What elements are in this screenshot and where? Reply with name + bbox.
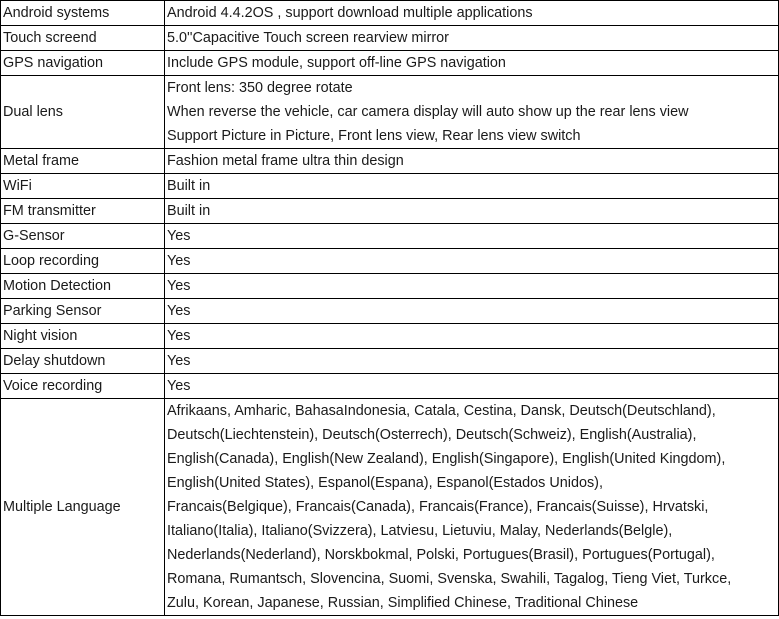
spec-row [1,299,779,324]
spec-label: G-Sensor [1,224,165,249]
spec-value-line: Include GPS module, support off-line GPS navigation [167,55,506,71]
spec-value-line: Support Picture in Picture, Front lens view, Rear lens view switch [167,128,581,144]
spec-value [165,274,779,299]
spec-label: Touch screend [1,26,165,51]
spec-label: Delay shutdown [1,349,165,374]
spec-row [1,26,779,51]
spec-value-line: Yes [167,328,191,344]
spec-value [165,199,779,224]
spec-row [1,324,779,349]
spec-value-line: Zulu, Korean, Japanese, Russian, Simplified Chinese, Traditional Chinese [167,595,639,611]
spec-label: GPS navigation [1,51,165,76]
spec-value-line: Yes [167,253,191,269]
spec-value-line: Francais(Belgique), Francais(Canada), Francais(France), Francais(Suisse), Hrvatski, [167,499,709,515]
spec-value-line: Yes [167,378,191,394]
spec-value-line: English(United States), Espanol(Espana), Espanol(Estados Unidos), [167,475,603,491]
spec-row [1,76,779,149]
spec-label: Loop recording [1,249,165,274]
spec-label: Motion Detection [1,274,165,299]
spec-label: FM transmitter [1,199,165,224]
spec-value [165,51,779,76]
spec-row [1,1,779,26]
spec-label: Night vision [1,324,165,349]
spec-value-line: Android 4.4.2OS , support download multiple applications [167,5,533,21]
spec-value [165,324,779,349]
spec-label: WiFi [1,174,165,199]
spec-value [165,374,779,399]
spec-row [1,149,779,174]
spec-value [165,224,779,249]
spec-value-line: Afrikaans, Amharic, BahasaIndonesia, Catala, Cestina, Dansk, Deutsch(Deutschland), [167,403,716,419]
spec-row [1,274,779,299]
spec-row [1,224,779,249]
spec-value-line: Front lens: 350 degree rotate [167,80,353,96]
spec-row [1,174,779,199]
spec-value [165,249,779,274]
spec-value [165,76,779,149]
spec-row [1,51,779,76]
spec-value-line: English(Canada), English(New Zealand), English(Singapore), English(United Kingdom), [167,451,726,467]
spec-value [165,399,779,616]
spec-label: Parking Sensor [1,299,165,324]
spec-row [1,199,779,224]
spec-label: Metal frame [1,149,165,174]
spec-value [165,26,779,51]
spec-value [165,149,779,174]
spec-value [165,299,779,324]
spec-value-line: Yes [167,353,191,369]
spec-value-line: When reverse the vehicle, car camera display will auto show up the rear lens view [167,104,689,120]
spec-value-line: Nederlands(Nederland), Norskbokmal, Polski, Portugues(Brasil), Portugues(Portugal), [167,547,715,563]
spec-value-line: Yes [167,303,191,319]
spec-row [1,374,779,399]
spec-label: Android systems [1,1,165,26]
spec-value [165,349,779,374]
spec-label: Voice recording [1,374,165,399]
spec-value-line: Fashion metal frame ultra thin design [167,153,404,169]
spec-value-line: Built in [167,203,211,219]
spec-value-line: Built in [167,178,211,194]
spec-value-line: Deutsch(Liechtenstein), Deutsch(Osterrech), Deutsch(Schweiz), English(Australia), [167,427,697,443]
spec-value-line: Romana, Rumantsch, Slovencina, Suomi, Svenska, Swahili, Tagalog, Tieng Viet, Turkce, [167,571,732,587]
spec-value-line: Yes [167,228,191,244]
spec-row [1,349,779,374]
spec-label: Dual lens [1,76,165,149]
spec-row [1,399,779,616]
spec-value [165,1,779,26]
spec-row [1,249,779,274]
spec-value [165,174,779,199]
spec-value-line: Italiano(Italia), Italiano(Svizzera), Latviesu, Lietuviu, Malay, Nederlands(Belgle), [167,523,673,539]
spec-value-line: 5.0''Capacitive Touch screen rearview mirror [167,30,449,46]
spec-value-line: Yes [167,278,191,294]
spec-label: Multiple Language [1,399,165,616]
